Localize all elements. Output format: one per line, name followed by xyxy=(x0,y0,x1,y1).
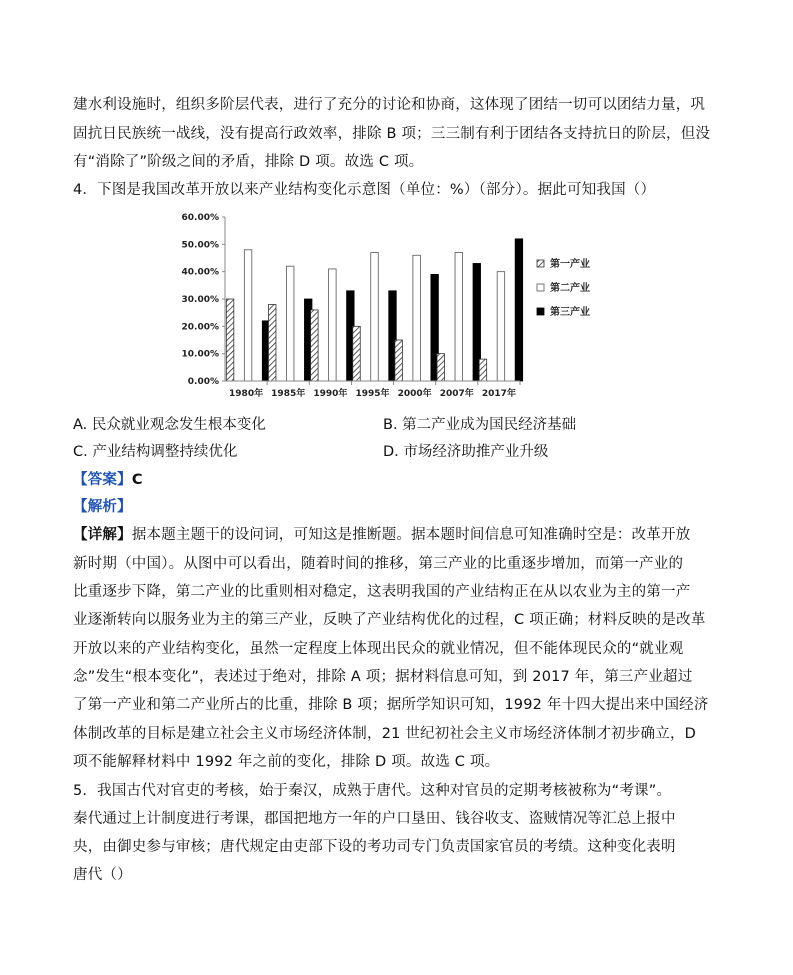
primary-bar xyxy=(437,354,445,381)
intro-line-2: 固抗日民族统一战线，没有提高行政效率，排除 B 项；三三制有利于团结各支持抗日的阶层，但没 xyxy=(73,126,711,142)
detail-line-1 xyxy=(73,525,690,545)
legend-label: 第三产业 xyxy=(550,307,590,318)
legend-swatch xyxy=(537,284,544,291)
legend-label: 第二产业 xyxy=(550,283,590,294)
detail-line-9: 项不能解释材料中 1992 年之前的变化，排除 D 项。故选 C 项。 xyxy=(73,754,500,770)
legend xyxy=(537,257,590,318)
y-tick-label: 40.00% xyxy=(181,267,219,278)
intro-line-1: 建水利设施时，组织多阶层代表，进行了充分的讨论和协商，这体现了团结一切可以团结力量，巩 xyxy=(73,97,706,113)
x-tick-label: 1980年 xyxy=(229,389,264,399)
question-5-line-4: 唐代（） xyxy=(73,867,132,883)
y-tick-label: 20.00% xyxy=(181,322,219,333)
x-tick-label: 1995年 xyxy=(355,389,390,399)
y-tick-label: 30.00% xyxy=(181,295,219,305)
detail-line-8: 体制改革的目标是建立社会主义市场经济体制，21 世纪初社会主义市场经济体制才初步确立，D xyxy=(73,726,697,742)
analysis-row xyxy=(73,497,132,517)
bars xyxy=(226,239,522,381)
detail-line-3: 比重逐步下降，第二产业的比重则相对稳定，这表明我国的产业结构正在从以农业为主的第一产 xyxy=(73,584,691,600)
primary-bar xyxy=(226,299,234,381)
secondary-bar xyxy=(286,266,294,381)
x-tick-label: 2007年 xyxy=(439,389,474,399)
y-tick-label: 50.00% xyxy=(181,240,219,251)
primary-bar xyxy=(311,310,319,381)
secondary-bar xyxy=(329,269,337,381)
x-tick-label: 2000年 xyxy=(397,389,432,399)
secondary-bar xyxy=(497,272,505,381)
answer-row xyxy=(73,470,143,490)
secondary-bar xyxy=(244,250,252,381)
detail-line-4: 业逐渐转向以服务业为主的第三产业，反映了产业结构优化的过程，C 项正确；材料反映的是改革 xyxy=(73,612,706,628)
detail-line-5: 开放以来的产业结构变化，虽然一定程度上体现出民众的就业情况，但不能体现民众的“就业观 xyxy=(73,641,684,657)
detail-line-7: 了第一产业和第二产业所占的比重，排除 B 项；据所学知识可知，1992 年十四大提出来中国经济 xyxy=(73,697,709,713)
detail-line-6: 念”发生“根本变化”，表述过于绝对，排除 A 项；据材料信息可知，到 2017 年，第三产业超过 xyxy=(73,669,693,685)
question-5-line-3: 央，由御史参与审核；唐代规定由吏部下设的考功司专门负责国家官员的考绩。这种变化表明 xyxy=(73,839,676,855)
legend-label: 第一产业 xyxy=(550,259,590,270)
primary-bar xyxy=(268,304,276,381)
y-tick-label: 0.00% xyxy=(187,377,219,387)
primary-bar xyxy=(479,359,487,381)
analysis-tag: 【解析】 xyxy=(73,499,132,515)
secondary-bar xyxy=(371,253,379,381)
answer-value: C xyxy=(131,472,143,488)
intro-line-3: 有“消除了”阶级之间的矛盾，排除 D 项。故选 C 项。 xyxy=(73,154,424,170)
secondary-bar xyxy=(455,253,463,381)
y-tick-label: 10.00% xyxy=(181,349,219,360)
primary-bar xyxy=(353,326,361,381)
question-5-line-2: 秦代通过上计制度进行考课，郡国把地方一年的户口垦田、钱谷收支、盗贼情况等汇总上报中 xyxy=(73,811,676,827)
detail-text-1: 据本题主题干的设问词，可知这是推断题。据本题时间信息可知准确时空是：改革开放 xyxy=(131,527,691,543)
question-5-line-1: 5．我国古代对官吏的考核，始于秦汉，成熟于唐代。这种对官员的定期考核被称为“考课”。 xyxy=(73,783,672,799)
x-tick-label: 2017年 xyxy=(481,389,516,399)
tertiary-bar xyxy=(515,239,523,381)
detail-tag: 【详解】 xyxy=(73,527,132,543)
legend-swatch xyxy=(537,260,544,267)
primary-bar xyxy=(395,340,403,381)
secondary-bar xyxy=(413,255,421,381)
option-c[interactable]: C. 产业结构调整持续优化 xyxy=(73,444,238,460)
detail-line-2: 新时期（中国）。从图中可以看出，随着时间的推移，第三产业的比重逐步增加，而第一产业的 xyxy=(73,556,684,572)
option-d[interactable]: D. 市场经济助推产业升级 xyxy=(383,444,549,460)
option-b[interactable]: B. 第二产业成为国民经济基础 xyxy=(383,417,577,433)
answer-tag: 【答案】 xyxy=(73,472,132,488)
x-axis xyxy=(225,381,520,399)
x-tick-label: 1990年 xyxy=(313,389,348,399)
industry-structure-chart xyxy=(175,205,605,405)
y-axis xyxy=(182,213,226,387)
question-4-stem: 4．下图是我国改革开放以来产业结构变化示意图（单位：%）（部分）。据此可知我国（） xyxy=(73,182,656,198)
option-a[interactable]: A. 民众就业观念发生根本变化 xyxy=(73,417,266,433)
legend-swatch xyxy=(537,308,544,315)
x-tick-label: 1985年 xyxy=(271,389,306,399)
y-tick-label: 60.00% xyxy=(181,213,219,223)
